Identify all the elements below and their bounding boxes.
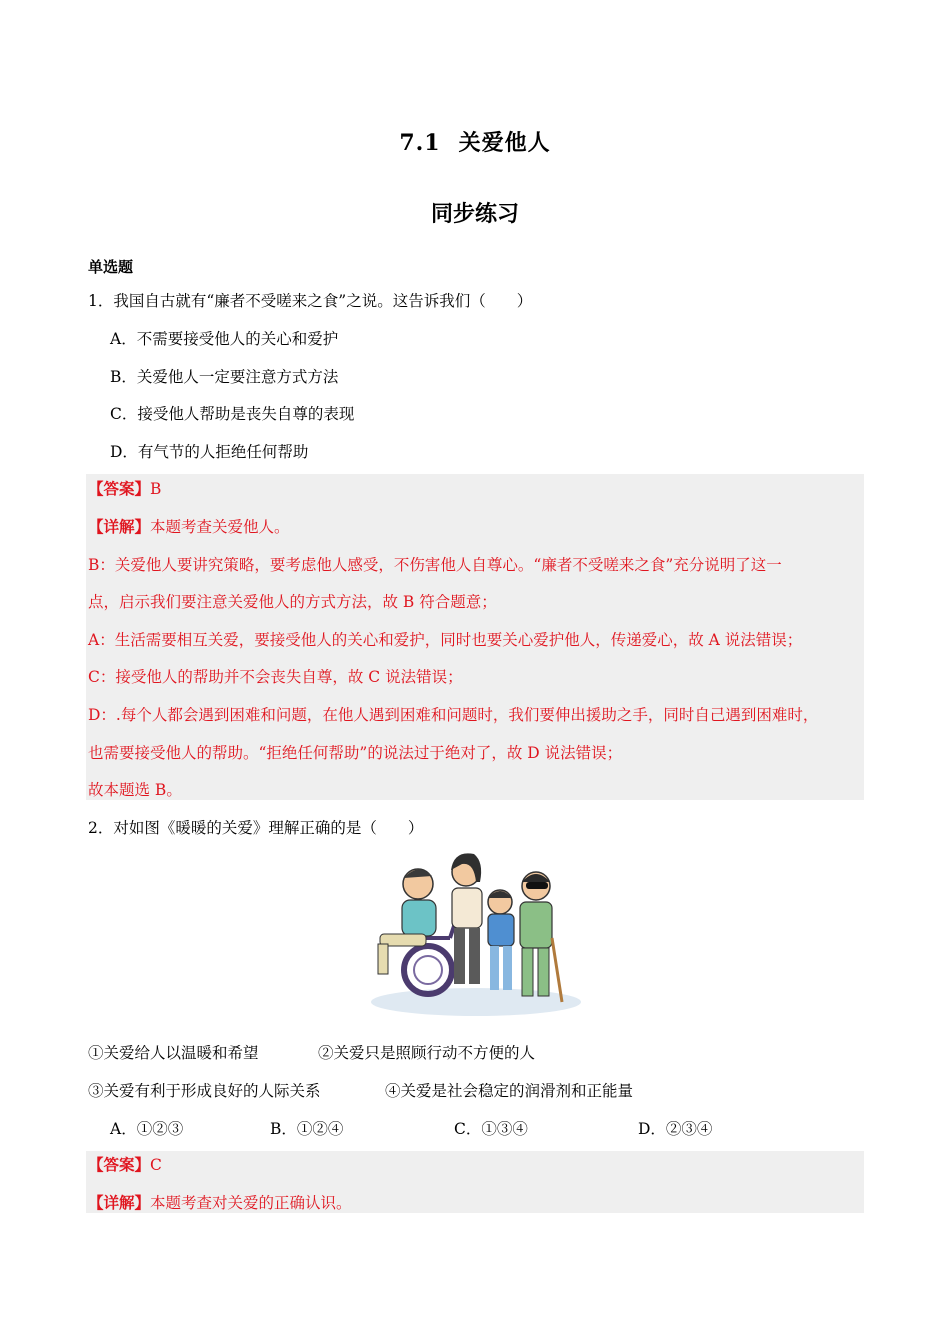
document-subtitle: 同步练习 [430,201,519,227]
detail-text: 本题考查关爱他人。 [150,518,290,536]
detail-label: 【详解】 [88,517,151,536]
question-2-option-b: B．①②④ [270,1120,344,1138]
lesson-number: 7.1 [399,130,441,156]
detail-label: 【详解】 [88,1193,151,1212]
question-1-answer [88,479,161,499]
answer-label: 【答案】 [88,1155,151,1174]
question-1-option-d: D．有气节的人拒绝任何帮助 [110,443,309,461]
answer-value: B [150,480,162,498]
section-heading: 单选题 [88,258,134,276]
statement-1: ①关爱给人以温暖和希望 [88,1044,259,1062]
question-2-answer [88,1155,162,1175]
question-1-option-a: A．不需要接受他人的关心和爱护 [110,330,339,348]
statement-2: ②关爱只是照顾行动不方便的人 [318,1044,536,1062]
explanation-line: A：生活需要相互关爱，要接受他人的关心和爱护，同时也要关心爱护他人，传递爱心，故 A 说法错误； [88,631,803,649]
caring-illustration [366,842,584,1020]
question-2-option-a: A．①②③ [110,1120,184,1138]
question-2-option-c: C．①③④ [454,1120,528,1138]
question-2-detail [88,1193,352,1213]
question-1-stem: 1．我国自古就有“廉者不受嗟来之食”之说。这告诉我们（ ） [88,292,533,310]
question-2-option-d: D．②③④ [638,1120,713,1138]
explanation-line: B：关爱他人要讲究策略，要考虑他人感受，不伤害他人自尊心。“廉者不受嗟来之食”充分说明了这一 [88,556,782,574]
lesson-title: 关爱他人 [458,130,551,156]
explanation-line: 也需要接受他人的帮助。“拒绝任何帮助”的说法过于绝对了，故 D 说法错误； [88,744,623,762]
answer-label: 【答案】 [88,479,151,498]
statement-4: ④关爱是社会稳定的润滑剂和正能量 [385,1082,634,1100]
statement-3: ③关爱有利于形成良好的人际关系 [88,1082,321,1100]
question-1-option-b: B．关爱他人一定要注意方式方法 [110,368,339,386]
explanation-line: 点，启示我们要注意关爱他人的方式方法，故 B 符合题意； [88,593,497,611]
question-1-detail [88,517,290,537]
explanation-line: C：接受他人的帮助并不会丧失自尊，故 C 说法错误； [88,668,463,686]
detail-text: 本题考查对关爱的正确认识。 [150,1194,352,1212]
answer-value: C [150,1156,162,1174]
question-2-stem: 2．对如图《暖暖的关爱》理解正确的是（ ） [88,819,424,837]
explanation-line: 故本题选 B。 [88,781,182,799]
question-1-option-c: C．接受他人帮助是丧失自尊的表现 [110,405,355,423]
explanation-line: D：.每个人都会遇到困难和问题，在他人遇到困难和问题时，我们要伸出援助之手，同时自己遇到困难时， [88,706,819,724]
document-title [0,126,950,157]
